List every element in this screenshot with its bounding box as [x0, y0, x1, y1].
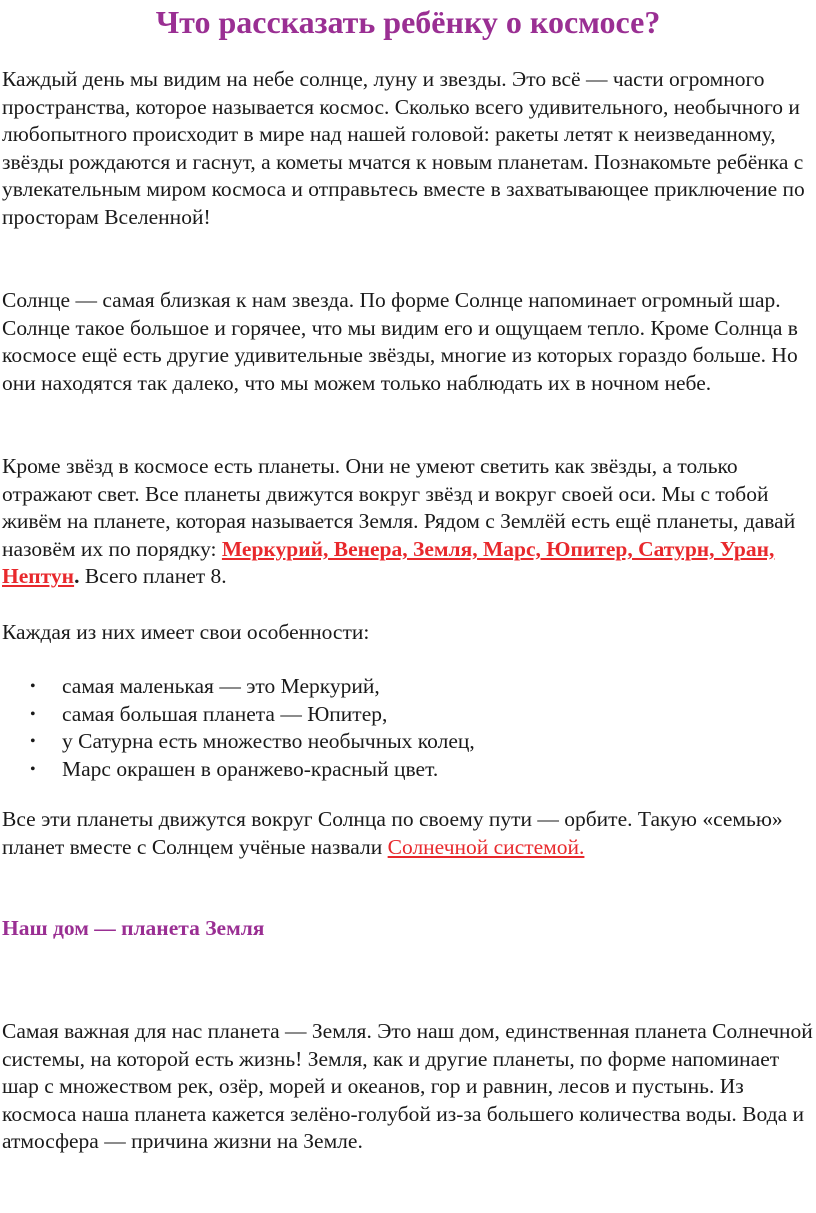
solar-system-text: Все эти планеты движутся вокруг Солнца по своему пути — орбите. Такую «семью» планет вместе с Солнцем учёные назвали [2, 807, 783, 859]
list-item [0, 756, 812, 784]
list-item-text: самая большая планета — Юпитер, [62, 701, 388, 726]
bullet-icon: • [30, 733, 36, 751]
list-item [0, 701, 812, 729]
planet-features-list [0, 673, 812, 783]
page-title: Что рассказать ребёнку о космосе? [155, 4, 661, 40]
list-item [0, 728, 812, 756]
bullet-icon: • [30, 678, 36, 695]
planets-paragraph [2, 453, 814, 591]
section-heading: Наш дом — планета Земля [2, 916, 265, 940]
bullet-icon: • [30, 705, 36, 723]
planets-paragraph-text: Кроме звёзд в космосе есть планеты. Они не умеют светить как звёзды, а только отражают свет. Все планеты движутся вокруг звёзд и вокруг своей оси. Мы с тобой живём на планете, которая называется Земля. Рядом с Землёй есть ещё планеты, давай назовём их по порядку: [2, 454, 796, 561]
intro-paragraph: Каждый день мы видим на небе солнце, луну и звезды. Это всё — части огромного пространства, которое называется космос. Сколько всего удивительного, необычного и любопытного происходит в мире над нашей головой: ракеты летят к неизведанному, звёзды рождаются и гаснут, а кометы мчатся к новым планетам. Познакомьте ребёнка с увлекательным миром космоса и отправьтесь вместе в захватывающее приключение по просторам Вселенной! [2, 67, 805, 229]
list-item [0, 673, 812, 701]
list-item-text: Марс окрашен в оранжево-красный цвет. [62, 756, 439, 781]
list-item-text: самая маленькая — это Меркурий, [62, 674, 380, 698]
features-intro: Каждая из них имеет свои особенности: [2, 620, 370, 644]
earth-paragraph: Самая важная для нас планета — Земля. Это наш дом, единственная планета Солнечной системы, на которой есть жизнь! Земля, как и другие планеты, по форме напоминает шар с множеством рек, озёр, морей и океанов, гор и равнин, лесов и пустынь. Из космоса наша планета кажется зелёно-голубой из-за большего количества воды. Вода и атмосфера — причина жизни на Земле. [2, 1019, 813, 1154]
sun-paragraph: Солнце — самая близкая к нам звезда. По форме Солнце напоминает огромный шар. Солнце такое большое и горячее, что мы видим его и ощущаем тепло. Кроме Солнца в космосе ещё есть другие удивительные звёзды, многие из которых гораздо больше. Но они находятся так далеко, что мы можем только наблюдать их в ночном небе. [2, 288, 798, 395]
planets-link-dot: . [74, 564, 80, 589]
list-item-text: у Сатурна есть множество необычных колец, [62, 729, 475, 754]
solar-system-paragraph [2, 806, 814, 861]
solar-system-link[interactable]: Солнечной системой. [387, 834, 585, 859]
bullet-icon: • [30, 760, 36, 778]
planets-list-link[interactable]: Меркурий, Венера, Земля, Марс, Юпитер, Сатурн, Уран, Нептун [2, 536, 775, 589]
planets-count-text: Всего планет 8. [79, 564, 227, 589]
